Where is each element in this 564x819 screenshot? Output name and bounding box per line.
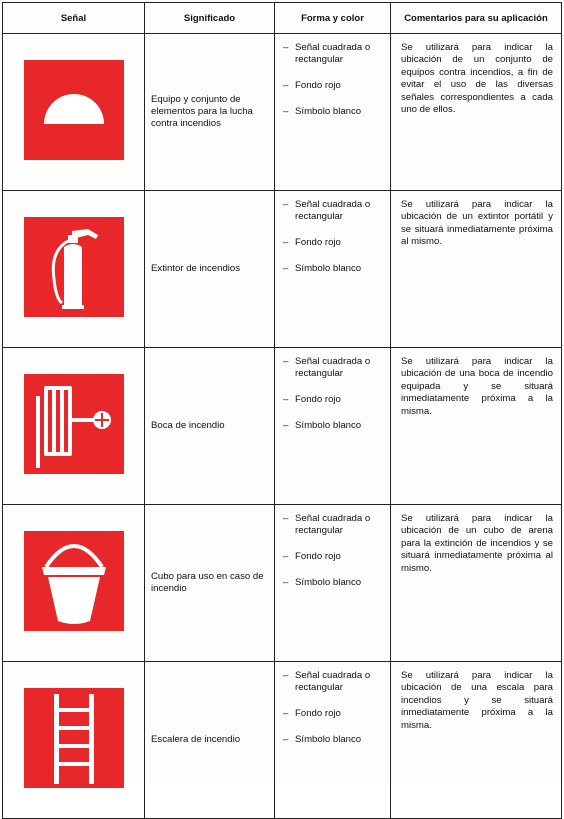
header-forma-color: Forma y color [275,3,391,34]
fire-bucket-icon [24,531,124,631]
header-row [3,3,562,34]
table-row [3,191,562,348]
comment-text: Se utilizará para indicar la ubicación de un extintor portátil y se situará inmediatamente próxima al mismo. [391,191,562,348]
list-item: – Fondo rojo [283,551,341,562]
list-item: – Señal cuadrada o rectangular [283,42,371,65]
list-item: – Fondo rojo [283,237,341,248]
meaning-text: Escalera de incendio [145,662,275,819]
fire-hose-reel-icon [24,374,124,474]
shape-color-list [275,34,391,191]
comment-text: Se utilizará para indicar la ubicación de un conjunto de equipos contra incendios, a fin de evitar el uso de las diversas señales correspondientes a cada uno de ellos. [391,34,562,191]
list-item: – Fondo rojo [283,708,341,719]
comment-text: Se utilizará para indicar la ubicación de un cubo de arena para la extinción de incendios y se situará inmediatamente próxima al mismo. [391,505,562,662]
meaning-text: Equipo y conjunto de elementos para la lucha contra incendios [145,34,275,191]
list-item: – Símbolo blanco [283,420,362,431]
list-item: – Símbolo blanco [283,577,362,588]
header-significado: Significado [145,3,275,34]
comment-text: Se utilizará para indicar la ubicación de una escala para incendios y se situará inmediatamente próxima a la misma. [391,662,562,819]
sign-cell [3,348,145,505]
list-item: – Señal cuadrada o rectangular [283,670,371,693]
fire-equipment-dome-icon [24,60,124,160]
fire-signs-table [2,2,562,819]
list-item: – Símbolo blanco [283,106,362,117]
comment-text: Se utilizará para indicar la ubicación de una boca de incendio equipada y se situará inmediatamente próxima a la misma. [391,348,562,505]
meaning-text: Extintor de incendios [145,191,275,348]
sign-cell [3,191,145,348]
sign-cell [3,505,145,662]
meaning-text: Boca de incendio [145,348,275,505]
header-comentarios: Comentarios para su aplicación [391,3,562,34]
table-row [3,662,562,819]
shape-color-list [275,191,391,348]
sign-cell [3,662,145,819]
meaning-text: Cubo para uso en caso de incendio [145,505,275,662]
table-row [3,34,562,191]
table-row [3,348,562,505]
list-item: – Fondo rojo [283,394,341,405]
list-item: – Señal cuadrada o rectangular [283,356,371,379]
header-senal: Señal [3,3,145,34]
shape-color-list [275,662,391,819]
fire-ladder-icon [24,688,124,788]
fire-extinguisher-icon [24,217,124,317]
list-item: – Símbolo blanco [283,263,362,274]
shape-color-list [275,348,391,505]
list-item: – Señal cuadrada o rectangular [283,513,371,536]
list-item: – Señal cuadrada o rectangular [283,199,371,222]
table-row [3,505,562,662]
shape-color-list [275,505,391,662]
sign-cell [3,34,145,191]
list-item: – Símbolo blanco [283,734,362,745]
list-item: – Fondo rojo [283,80,341,91]
